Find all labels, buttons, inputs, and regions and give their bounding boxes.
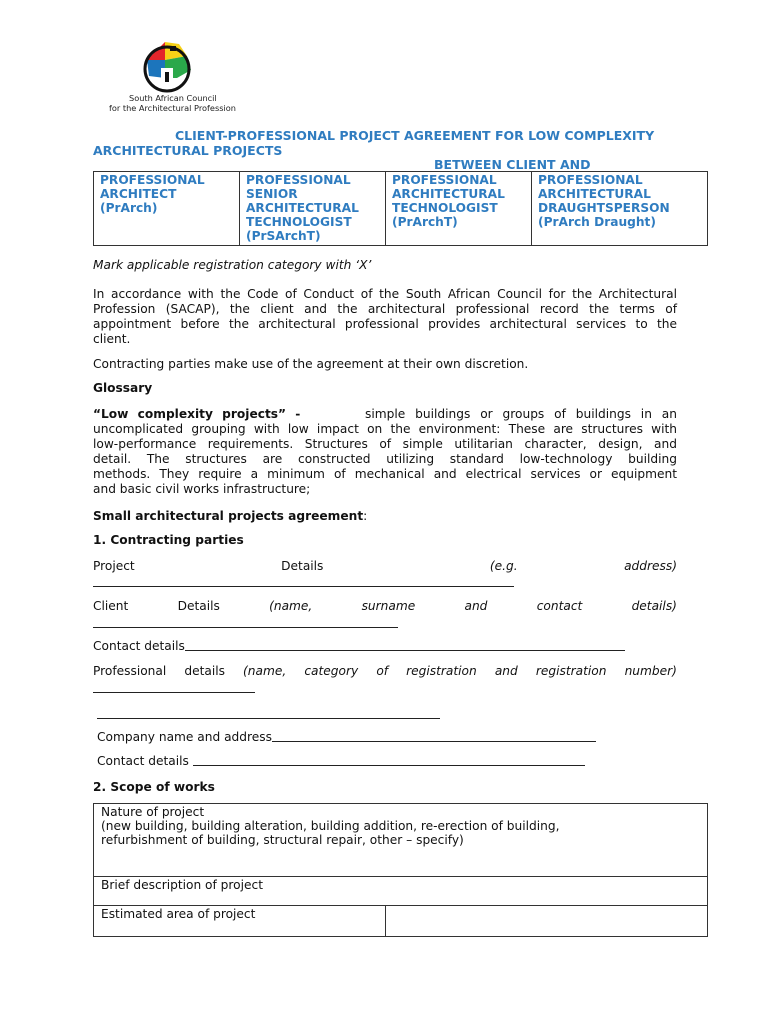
reg-cell-draughtsperson[interactable]: [532, 172, 708, 246]
contact-details-input-2[interactable]: [193, 765, 585, 766]
reg-text: TECHNOLOGIST: [392, 201, 498, 215]
contact-details-input[interactable]: [185, 650, 625, 651]
project-details-row: [93, 559, 677, 573]
estimated-area-input-cell[interactable]: [386, 906, 708, 937]
reg-cell-technologist[interactable]: [386, 172, 532, 246]
contact-details-label: Contact details: [97, 754, 189, 768]
reg-text: PROFESSIONAL: [100, 173, 205, 187]
mark-note: Mark applicable registration category with ‘X’: [93, 258, 372, 272]
section-1-heading: 1. Contracting parties: [93, 533, 244, 547]
name-label: (name,: [243, 664, 287, 678]
professional-label: Professional: [93, 664, 167, 678]
category-label: category: [304, 664, 359, 678]
company-label: Company name and address: [97, 730, 272, 744]
details-label: details): [631, 599, 677, 613]
reg-text: SENIOR: [246, 187, 298, 201]
registration-table: [93, 171, 708, 246]
nature-line: refurbishment of building, structural repair, other – specify): [101, 833, 464, 847]
nature-title: Nature of project: [101, 805, 205, 819]
reg-text: PROFESSIONAL: [538, 173, 643, 187]
reg-text: DRAUGHTSPERSON: [538, 201, 670, 215]
reg-text: ARCHITECTURAL: [246, 201, 359, 215]
reg-text: (PrSArchT): [246, 229, 321, 243]
reg-text: TECHNOLOGIST: [246, 215, 352, 229]
glossary-line: detail. The structures are constructed utilizing standard low-technology building: [93, 452, 677, 466]
project-label: Project: [93, 559, 135, 573]
glossary-line: low-performance requirements. Structures of simple utilitarian character, design, and: [93, 437, 677, 451]
discretion-note: Contracting parties make use of the agreement at their own discretion.: [93, 357, 529, 371]
title-line1: CLIENT-PROFESSIONAL PROJECT AGREEMENT FOR LOW COMPLEXITY: [175, 128, 655, 143]
reg-text: (PrArch): [100, 201, 158, 215]
small-projects-heading-colon: :: [363, 509, 368, 523]
glossary-first-line: [93, 407, 677, 422]
glossary-term: “Low complexity projects” -: [93, 407, 301, 421]
logo-caption-line1: South African Council: [129, 93, 217, 103]
small-projects-heading-text: Small architectural projects agreement: [93, 509, 364, 523]
intro-paragraph: [93, 287, 677, 347]
address-label: address): [624, 559, 677, 573]
details-label: Details: [281, 559, 324, 573]
reg-cell-senior-technologist[interactable]: [240, 172, 386, 246]
reg-text: PROFESSIONAL: [246, 173, 351, 187]
small-projects-heading: [93, 509, 677, 524]
example-label: (e.g.: [489, 559, 518, 573]
intro-line: appointment before the architectural professional provides architectural services to the: [93, 317, 677, 331]
reg-cell-architect[interactable]: [94, 172, 240, 246]
logo-caption: [109, 93, 236, 113]
of-label: of: [376, 664, 389, 678]
company-input[interactable]: [272, 741, 596, 742]
section-2-heading: 2. Scope of works: [93, 780, 215, 794]
brief-description-cell[interactable]: [94, 877, 708, 906]
professional-details-row: [93, 664, 677, 678]
name-label: (name,: [269, 599, 313, 613]
intro-line: Profession (SACAP), the client and the architectural professional record the terms of: [93, 302, 677, 316]
title-line2: ARCHITECTURAL PROJECTS: [93, 143, 283, 158]
reg-text: ARCHITECTURAL: [392, 187, 505, 201]
area-label: Estimated area of project: [101, 907, 256, 921]
scope-table: [93, 803, 708, 937]
number-label: number): [624, 664, 677, 678]
reg-text: ARCHITECT: [100, 187, 177, 201]
professional-details-input-2[interactable]: [97, 718, 440, 719]
glossary-line: methods. They require a minimum of mechanical and electrical services or equipment: [93, 467, 677, 481]
reg-text: PROFESSIONAL: [392, 173, 497, 187]
and-label: and: [464, 599, 488, 613]
brief-label: Brief description of project: [101, 878, 263, 892]
logo-caption-line2: for the Architectural Profession: [109, 103, 236, 113]
title-line3: BETWEEN CLIENT AND: [434, 157, 591, 172]
project-details-input[interactable]: [93, 586, 514, 587]
details-label: Details: [177, 599, 220, 613]
intro-line: client.: [93, 332, 131, 346]
reg-text: ARCHITECTURAL: [538, 187, 651, 201]
reg-text: (PrArch Draught): [538, 215, 656, 229]
contact-details-label: Contact details: [93, 639, 185, 653]
contact-details-row-2: [97, 754, 585, 768]
client-details-input[interactable]: [93, 627, 398, 628]
registration-label: registration: [406, 664, 477, 678]
estimated-area-label-cell: [94, 906, 386, 937]
nature-line: (new building, building alteration, building addition, re-erection of building,: [101, 819, 560, 833]
surname-label: surname: [361, 599, 416, 613]
nature-of-project-cell[interactable]: [94, 804, 708, 877]
and-label: and: [494, 664, 518, 678]
contact-details-row: [93, 639, 625, 653]
glossary-text: simple buildings or groups of buildings in an: [365, 407, 677, 421]
logo-mark: [105, 42, 255, 94]
client-label: Client: [93, 599, 129, 613]
intro-line: In accordance with the Code of Conduct of the South African Council for the Architectural: [93, 287, 677, 301]
client-details-row: [93, 599, 677, 613]
company-row: [97, 730, 596, 744]
glossary-line: uncomplicated grouping with low impact on the environment: These are structures with: [93, 422, 677, 436]
glossary-definition: [93, 407, 677, 497]
glossary-line: and basic civil works infrastructure;: [93, 482, 311, 496]
details-label: details: [184, 664, 225, 678]
registration-label: registration: [535, 664, 607, 678]
reg-text: (PrArchT): [392, 215, 458, 229]
contact-label: contact: [536, 599, 583, 613]
glossary-heading: Glossary: [93, 381, 153, 395]
professional-details-input[interactable]: [93, 692, 255, 693]
